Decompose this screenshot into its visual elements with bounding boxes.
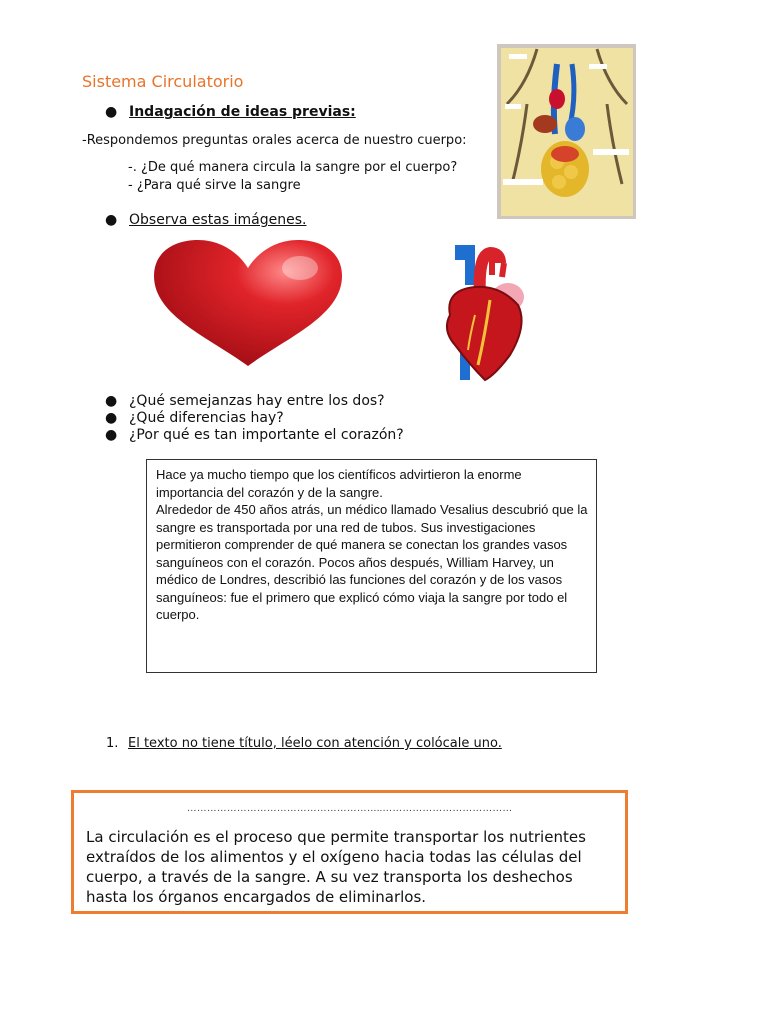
cartoon-heart-icon <box>150 238 346 368</box>
page-title: Sistema Circulatorio <box>82 72 244 91</box>
section-heading-observa: Observa estas imágenes. <box>129 212 307 228</box>
anatomical-heart-icon <box>430 245 530 385</box>
bullet-question-importante <box>105 427 405 445</box>
body-organs-model-photo <box>497 44 636 219</box>
reading-text-box <box>146 459 597 673</box>
question-2: - ¿Para qué sirve la sangre <box>128 178 301 193</box>
bullet-dot: ● <box>105 427 118 443</box>
reading-paragraph-2: Alrededor de 450 años atrás, un médico llamado Vesalius descubrió que la sangre es transportada por una red de tubos. Sus investigaciones permitieron comprender de qué manera se conectan los grandes vasos sanguíneos con el corazón. Pocos años después, William Harvey, un médico de Londres, describió las funciones del corazón y de los vasos sanguíneos: fue el primero que explicó cómo viaja la sangre por todo el cuerpo. <box>156 502 588 622</box>
answer-box <box>71 790 628 914</box>
answer-paragraph: La circulación es el proceso que permite transportar los nutrientes extraídos de los alimentos y el oxígeno hacia todas las células del cuerpo, a través de la sangre. A su vez transporta los deshechos hasta los órganos encargados de eliminarlos. <box>86 828 586 906</box>
bullet-observa <box>105 212 305 232</box>
title-blank-line[interactable]: …………………………………………………..………………………………… <box>186 803 513 814</box>
question-semejanzas: ¿Qué semejanzas hay entre los dos? <box>129 393 385 409</box>
section-heading-ideas: Indagación de ideas previas: <box>129 104 356 120</box>
task-text: El texto no tiene título, léelo con atención y colócale uno. <box>128 736 502 751</box>
task-number: 1. <box>106 736 119 751</box>
reading-paragraph-1: Hace ya mucho tiempo que los científicos advirtieron la enorme importancia del corazón y de la sangre. <box>156 467 522 500</box>
bullet-dot: ● <box>105 393 118 409</box>
bullet-dot: ● <box>105 212 118 228</box>
bullet-dot: ● <box>105 104 118 120</box>
question-diferencias: ¿Qué diferencias hay? <box>129 410 284 426</box>
instruction-text: -Respondemos preguntas orales acerca de nuestro cuerpo: <box>82 133 467 148</box>
question-importante: ¿Por qué es tan importante el corazón? <box>129 427 404 443</box>
bullet-ideas-previas <box>105 104 365 124</box>
bullet-question-diferencias <box>105 410 405 428</box>
bullet-question-semejanzas <box>105 393 405 411</box>
bullet-dot: ● <box>105 410 118 426</box>
question-1: -. ¿De qué manera circula la sangre por el cuerpo? <box>128 160 458 175</box>
